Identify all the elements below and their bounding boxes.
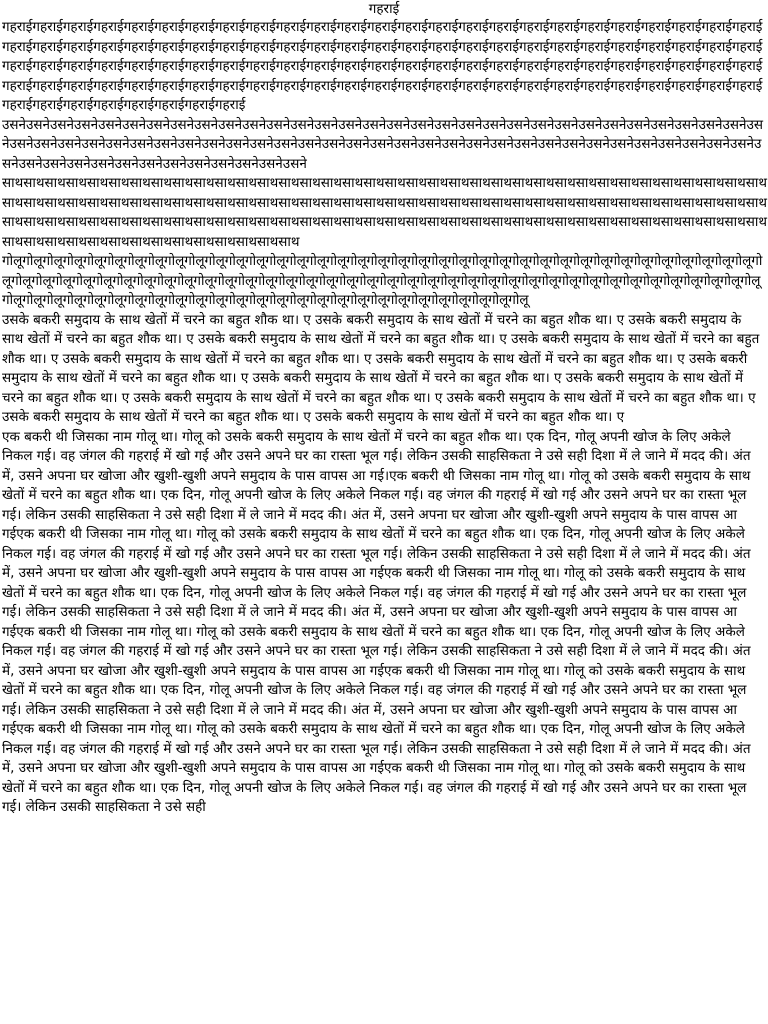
paragraph-saath-repeated: साथसाथसाथसाथसाथसाथसाथसाथसाथसाथसाथसाथसाथसाथसाथसाथसाथसाथसाथसाथसाथसाथसाथसाथसाथसाथसाथसाथसाथसाथसाथसाथसाथसाथसाथसाथसाथसाथसाथसाथसाथसाथसाथसाथसाथसाथसाथसाथसाथसाथसाथसाथसाथसाथसाथसाथसाथसाथसाथसाथसाथसाथसाथसाथसाथसाथसाथसाथसाथसाथसाथसाथसाथसाथसाथसाथसाथसाथसाथसाथसाथसाथसाथसाथसाथसाथसाथसाथसाथसाथसाथसाथसाथसाथसाथसाथसाथसाथसाथसाथसाथसाथसाथसाथसाथसाथसाथसाथसाथसाथसाथसाथसाथसाथसाथसाथसाथसाथसाथसाथसाथसाथ bbox=[2, 175, 767, 250]
paragraph-repeated-sentence: उसके बकरी समुदाय के साथ खेतों में चरने का बहुत शौक था। ए उसके बकरी समुदाय के साथ खेतों में चरने का बहुत शौक था। ए उसके बकरी समुदाय के साथ खेतों में चरने का बहुत शौक था। ए उसके बकरी समुदाय के साथ खेतों में चरने का बहुत शौक था। ए उसके बकरी समुदाय के साथ खेतों में चरने का बहुत शौक था। ए उसके बकरी समुदाय के साथ खेतों में चरने का बहुत शौक था। ए उसके बकरी समुदाय के साथ खेतों में चरने का बहुत शौक था। ए उसके बकरी समुदाय के साथ खेतों में चरने का बहुत शौक था। ए उसके बकरी समुदाय के साथ खेतों में चरने का बहुत शौक था। ए उसके बकरी समुदाय के साथ खेतों में चरने का बहुत शौक था। ए उसके बकरी समुदाय के साथ खेतों में चरने का बहुत शौक था। ए उसके बकरी समुदाय के साथ खेतों में चरने का बहुत शौक था। ए उसके बकरी समुदाय के साथ खेतों में चरने का बहुत शौक था। ए उसके बकरी समुदाय के साथ खेतों में चरने का बहुत शौक था। ए bbox=[2, 311, 760, 425]
document-title: गहराई bbox=[368, 1, 400, 17]
paragraph-golu-repeated: गोलूगोलूगोलूगोलूगोलूगोलूगोलूगोलूगोलूगोलूगोलूगोलूगोलूगोलूगोलूगोलूगोलूगोलूगोलूगोलूगोलूगोलूगोलूगोलूगोलूगोलूगोलूगोलूगोलूगोलूगोलूगोलूगोलूगोलूगोलूगोलूगोलूगोलूगोलूगोलूगोलूगोलूगोलूगोलूगोलूगोलूगोलूगोलूगोलूगोलूगोलूगोलूगोलूगोलूगोलूगोलूगोलूगोलूगोलूगोलूगोलूगोलूगोलूगोलूगोलूगोलूगोलूगोलूगोलूगोलूगोलूगोलूगोलूगोलूगोलूगोलूगोलूगोलूगोलूगोलूगोलूगोलूगोलूगोलूगोलूगोलूगोलूगोलूगोलूगोलूगोलूगोलूगोलूगोलूगोलूगोलूगोलूगोलूगोलूगोलूगोलू bbox=[2, 253, 763, 308]
paragraph-goat-story: एक बकरी थी जिसका नाम गोलू था। गोलू को उसके बकरी समुदाय के साथ खेतों में चरने का बहुत शौक था। एक दिन, गोलू अपनी खोज के लिए अकेले निकल गई। वह जंगल की गहराई में खो गई और उसने अपने घर का रास्ता भूल गई। लेकिन उसकी साहसिकता ने उसे सही दिशा में ले जाने में मदद की। अंत में, उसने अपना घर खोजा और खुशी-खुशी अपने समुदाय के पास वापस आ गई।एक बकरी थी जिसका नाम गोलू था। गोलू को उसके बकरी समुदाय के साथ खेतों में चरने का बहुत शौक था। एक दिन, गोलू अपनी खोज के लिए अकेले निकल गई। वह जंगल की गहराई में खो गई और उसने अपने घर का रास्ता भूल गई। लेकिन उसकी साहसिकता ने उसे सही दिशा में ले जाने में मदद की। अंत में, उसने अपना घर खोजा और खुशी-खुशी अपने समुदाय के पास वापस आ गईएक बकरी थी जिसका नाम गोलू था। गोलू को उसके बकरी समुदाय के साथ खेतों में चरने का बहुत शौक था। एक दिन, गोलू अपनी खोज के लिए अकेले निकल गई। वह जंगल की गहराई में खो गई और उसने अपने घर का रास्ता भूल गई। लेकिन उसकी साहसिकता ने उसे सही दिशा में ले जाने में मदद की। अंत में, उसने अपना घर खोजा और खुशी-खुशी अपने समुदाय के पास वापस आ गईएक बकरी थी जिसका नाम गोलू था। गोलू को उसके बकरी समुदाय के साथ खेतों में चरने का बहुत शौक था। एक दिन, गोलू अपनी खोज के लिए अकेले निकल गई। वह जंगल की गहराई में खो गई और उसने अपने घर का रास्ता भूल गई। लेकिन उसकी साहसिकता ने उसे सही दिशा में ले जाने में मदद की। अंत में, उसने अपना घर खोजा और खुशी-खुशी अपने समुदाय के पास वापस आ गईएक बकरी थी जिसका नाम गोलू था। गोलू को उसके बकरी समुदाय के साथ खेतों में चरने का बहुत शौक था। एक दिन, गोलू अपनी खोज के लिए अकेले निकल गई। वह जंगल की गहराई में खो गई और उसने अपने घर का रास्ता भूल गई। लेकिन उसकी साहसिकता ने उसे सही दिशा में ले जाने में मदद की। अंत में, उसने अपना घर खोजा और खुशी-खुशी अपने समुदाय के पास वापस आ गईएक बकरी थी जिसका नाम गोलू था। गोलू को उसके बकरी समुदाय के साथ खेतों में चरने का बहुत शौक था। एक दिन, गोलू अपनी खोज के लिए अकेले निकल गई। वह जंगल की गहराई में खो गई और उसने अपने घर का रास्ता भूल गई। लेकिन उसकी साहसिकता ने उसे सही दिशा में ले जाने में मदद की। अंत में, उसने अपना घर खोजा और खुशी-खुशी अपने समुदाय के पास वापस आ गईएक बकरी थी जिसका नाम गोलू था। गोलू को उसके बकरी समुदाय के साथ खेतों में चरने का बहुत शौक था। एक दिन, गोलू अपनी खोज के लिए अकेले निकल गई। वह जंगल की गहराई में खो गई और उसने अपने घर का रास्ता भूल गई। लेकिन उसकी साहसिकता ने उसे सही दिशा में ले जाने में मदद की। अंत में, उसने अपना घर खोजा और खुशी-खुशी अपने समुदाय के पास वापस आ गईएक बकरी थी जिसका नाम गोलू था। गोलू को उसके बकरी समुदाय के साथ खेतों में चरने का बहुत शौक था। एक दिन, गोलू अपनी खोज के लिए अकेले निकल गई। वह जंगल की गहराई में खो गई और उसने अपने घर का रास्ता भूल गई। लेकिन उसकी साहसिकता ने उसे सही bbox=[2, 428, 751, 815]
paragraph-usne-repeated: उसनेउसनेउसनेउसनेउसनेउसनेउसनेउसनेउसनेउसनेउसनेउसनेउसनेउसनेउसनेउसनेउसनेउसनेउसनेउसनेउसनेउसनेउसनेउसनेउसनेउसनेउसनेउसनेउसनेउसनेउसनेउसनेउसनेउसनेउसनेउसनेउसनेउसनेउसनेउसनेउसनेउसनेउसनेउसनेउसनेउसनेउसनेउसनेउसनेउसनेउसनेउसनेउसनेउसनेउसनेउसनेउसनेउसनेउसनेउसनेउसनेउसनेउसनेउसनेउसनेउसनेउसनेउसनेउसनेउसनेउसनेउसनेउसनेउसनेउसनेउसने bbox=[2, 116, 764, 172]
paragraph-gahrai-repeated: गहराईगहराईगहराईगहराईगहराईगहराईगहराईगहराईगहराईगहराईगहराईगहराईगहराईगहराईगहराईगहराईगहराईगहराईगहराईगहराईगहराईगहराईगहराईगहराईगहराईगहराईगहराईगहराईगहराईगहराईगहराईगहराईगहराईगहराईगहराईगहराईगहराईगहराईगहराईगहराईगहराईगहराईगहराईगहराईगहराईगहराईगहराईगहराईगहराईगहराईगहराईगहराईगहराईगहराईगहराईगहराईगहराईगहराईगहराईगहराईगहराईगहराईगहराईगहराईगहराईगहराईगहराईगहराईगहराईगहराईगहराईगहराईगहराईगहराईगहराईगहराईगहराईगहराईगहराईगहराईगहराईगहराईगहराईगहराईगहराईगहराईगहराईगहराईगहराईगहराईगहराईगहराईगहराईगहराईगहराईगहराईगहराईगहराईगहराईगहराईगहराईगहराईगहराईगहराईगहराईगहराईगहराईगहराई bbox=[2, 19, 763, 113]
